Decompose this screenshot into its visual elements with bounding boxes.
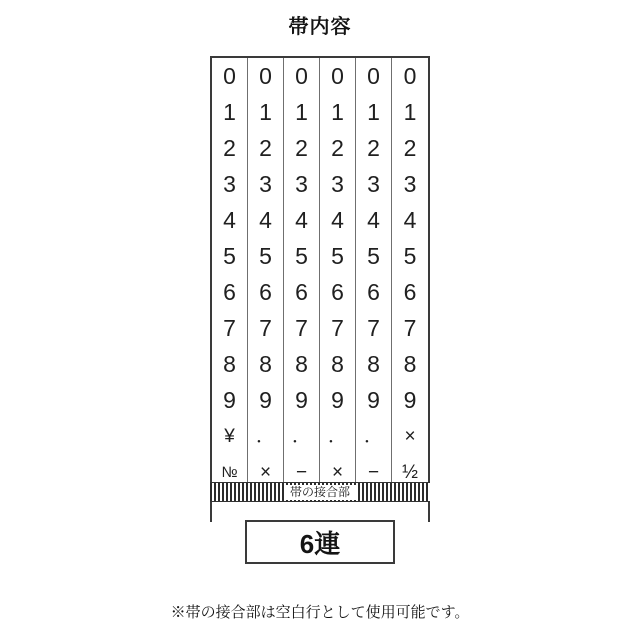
band-cell: 3 — [331, 170, 344, 197]
band-cell: 6 — [403, 278, 417, 305]
band-cell: 1 — [367, 98, 380, 125]
band-count-box: 6連 — [245, 520, 395, 564]
band-cell: 5 — [295, 242, 308, 269]
band-cell: 1 — [295, 98, 308, 125]
band-cell: 8 — [403, 350, 417, 377]
band-cell: 4 — [403, 206, 417, 233]
band-cell: 4 — [223, 206, 236, 233]
band-cell: 8 — [295, 350, 308, 377]
band-column-1 — [212, 58, 248, 490]
band-cell: 0 — [331, 62, 344, 89]
band-joint-strip — [210, 482, 430, 502]
band-cell: ． — [363, 425, 383, 447]
band-cell: ． — [255, 425, 275, 447]
footnote-text: ※帯の接合部は空白行として使用可能です。 — [170, 604, 470, 621]
band-cell: 3 — [367, 170, 380, 197]
bracket-right — [428, 502, 430, 522]
bracket-left — [210, 502, 212, 522]
band-cell: 5 — [259, 242, 272, 269]
band-cell: 9 — [331, 386, 344, 413]
band-cell: 2 — [331, 134, 344, 161]
band-cell: 4 — [331, 206, 344, 233]
band-cell: 4 — [295, 206, 308, 233]
band-cell: 7 — [223, 314, 236, 341]
band-cell: − — [367, 461, 380, 483]
band-cell: 6 — [367, 278, 380, 305]
band-cell: 7 — [295, 314, 308, 341]
band-cell: 6 — [259, 278, 272, 305]
band-cell: 3 — [259, 170, 272, 197]
band-cell: 0 — [403, 62, 417, 89]
band-cell: 1 — [403, 98, 417, 125]
band-cell: 4 — [259, 206, 272, 233]
band-cell: ． — [291, 425, 311, 447]
band-column-4 — [320, 58, 356, 490]
band-cell: 7 — [403, 314, 417, 341]
band-cell: 2 — [259, 134, 272, 161]
band-cell: 8 — [367, 350, 380, 377]
band-cell: 6 — [223, 278, 236, 305]
band-assembly — [210, 56, 430, 492]
band-cell: 5 — [367, 242, 380, 269]
band-cell: 2 — [403, 134, 417, 161]
band-cell: 8 — [259, 350, 272, 377]
band-column-5 — [356, 58, 392, 490]
band-cell: 2 — [295, 134, 308, 161]
band-cell: 9 — [259, 386, 272, 413]
band-cell: 0 — [367, 62, 380, 89]
band-cell: ． — [327, 425, 347, 447]
band-cell: 7 — [259, 314, 272, 341]
band-column-2 — [248, 58, 284, 490]
band-cell: 1 — [259, 98, 272, 125]
band-cell: 9 — [367, 386, 380, 413]
band-cell: 0 — [223, 62, 236, 89]
band-cell: 5 — [223, 242, 236, 269]
band-cell: 1 — [223, 98, 236, 125]
band-cell: × — [331, 461, 344, 483]
band-cell: 7 — [331, 314, 344, 341]
band-cell: 0 — [295, 62, 308, 89]
band-cell: № — [221, 463, 238, 481]
band-cell: 5 — [331, 242, 344, 269]
page-title: 帯内容 — [288, 16, 352, 38]
band-cell: 2 — [223, 134, 236, 161]
band-cell: 9 — [223, 386, 236, 413]
band-cell: 9 — [295, 386, 308, 413]
band-cell: 4 — [367, 206, 380, 233]
band-cell: 3 — [223, 170, 236, 197]
band-cell: 2 — [367, 134, 380, 161]
band-cell: 6 — [331, 278, 344, 305]
band-cell: 3 — [295, 170, 308, 197]
band-joint-label: 帯の接合部 — [284, 485, 356, 500]
band-cell: ¥ — [224, 425, 235, 447]
band-cell: × — [259, 461, 272, 483]
band-cell: 3 — [403, 170, 417, 197]
band-cell: × — [404, 425, 416, 447]
band-column-6 — [392, 58, 428, 490]
band-cell: 8 — [223, 350, 236, 377]
band-cell: − — [295, 461, 308, 483]
band-column-3 — [284, 58, 320, 490]
band-cell: ½ — [402, 461, 418, 483]
band-cell: 9 — [403, 386, 417, 413]
band-cell: 6 — [295, 278, 308, 305]
band-cell: 7 — [367, 314, 380, 341]
band-cell: 8 — [331, 350, 344, 377]
band-cell: 0 — [259, 62, 272, 89]
band-cell: 5 — [403, 242, 417, 269]
band-cell: 1 — [331, 98, 344, 125]
